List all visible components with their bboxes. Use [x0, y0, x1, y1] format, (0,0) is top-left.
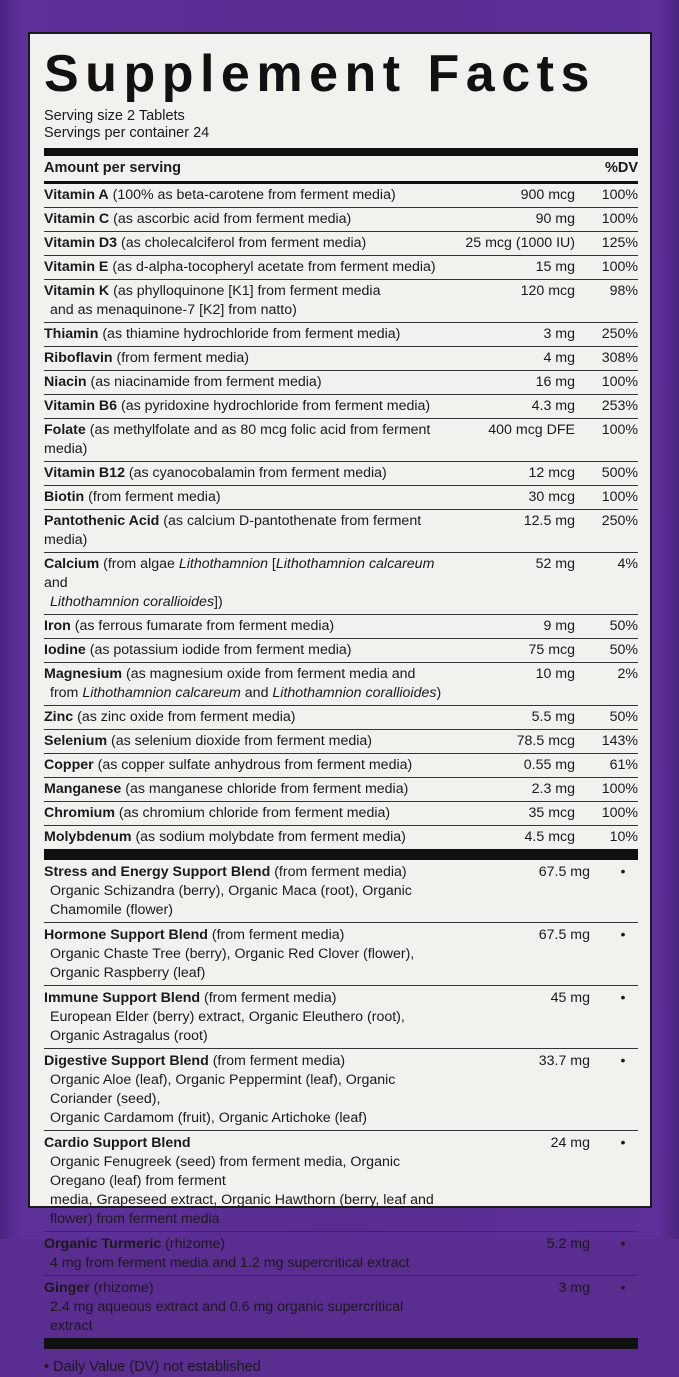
description-line — [44, 828, 443, 847]
blend-amount: 67.5 mg — [538, 864, 590, 880]
description-line — [44, 282, 443, 301]
footnote: • Daily Value (DV) not established — [44, 1359, 261, 1375]
nutrient-amount: 5.5 mg — [531, 709, 575, 725]
nutrient-amount: 0.55 mg — [523, 757, 575, 773]
nutrient-row — [44, 395, 638, 419]
nutrient-description — [44, 349, 443, 368]
nutrient-amount: 4.5 mcg — [524, 829, 575, 845]
description-line — [44, 464, 443, 483]
nutrient-name: Biotin — [44, 489, 85, 505]
nutrient-row — [44, 371, 638, 395]
nutrient-dv: 100% — [601, 187, 638, 203]
blend-description — [44, 863, 440, 920]
nutrient-name: Pantothenic Acid — [44, 513, 160, 529]
nutrient-dv: 100% — [601, 211, 638, 227]
nutrient-description — [44, 186, 443, 205]
nutrient-name: Magnesium — [44, 666, 123, 682]
nutrient-row — [44, 615, 638, 639]
description-line — [44, 1279, 440, 1298]
amount-per-serving-label: Amount per serving — [44, 160, 181, 176]
nutrient-source: (as thiamine hydrochloride from ferment media) — [98, 326, 401, 342]
nutrient-dv: 100% — [601, 781, 638, 797]
blend-description — [44, 926, 440, 983]
nutrient-source: (as ascorbic acid from ferment media) — [109, 211, 352, 227]
blend-row — [44, 923, 638, 986]
blend-source: (from ferment media) — [200, 990, 337, 1006]
nutrient-amount: 120 mcg — [520, 283, 575, 299]
nutrient-row — [44, 280, 638, 323]
supplement-facts-panel — [28, 32, 652, 1375]
serving-size: Serving size 2 Tablets — [44, 108, 185, 124]
nutrient-row — [44, 323, 638, 347]
panel-title: Supplement Facts — [44, 45, 596, 103]
nutrient-source: (as ferrous fumarate from ferment media) — [70, 618, 335, 634]
description-line — [44, 555, 443, 593]
description-line — [44, 1052, 440, 1071]
description-line — [44, 756, 443, 775]
nutrient-name: Iodine — [44, 642, 86, 658]
blend-dv: • — [620, 927, 626, 943]
blend-name: Ginger — [44, 1280, 90, 1296]
nutrient-row — [44, 778, 638, 802]
nutrient-source: (as copper sulfate anhydrous from ferment media) — [93, 757, 413, 773]
blend-name: Hormone Support Blend — [44, 927, 208, 943]
description-line — [44, 863, 440, 882]
nutrient-description — [44, 512, 443, 550]
blend-list — [44, 860, 638, 1338]
nutrient-name: Manganese — [44, 781, 122, 797]
nutrient-amount: 12 mcg — [528, 465, 575, 481]
nutrient-source: (as niacinamide from ferment media) — [86, 374, 322, 390]
blend-name: Organic Turmeric — [44, 1236, 162, 1252]
nutrient-description — [44, 234, 443, 253]
nutrient-row — [44, 663, 638, 706]
nutrient-name: Vitamin A — [44, 187, 109, 203]
nutrient-dv: 100% — [601, 422, 638, 438]
description-line — [44, 1235, 440, 1254]
blend-row — [44, 1131, 638, 1232]
blend-amount: 45 mg — [550, 990, 590, 1006]
nutrient-name: Chromium — [44, 805, 115, 821]
nutrient-source: (100% as beta-carotene from ferment media) — [108, 187, 396, 203]
description-line — [44, 512, 443, 550]
description-line — [44, 186, 443, 205]
blend-ingredients: Organic Fenugreek (seed) from ferment media, Organic Oregano (leaf) from ferment — [50, 1154, 401, 1189]
nutrient-amount: 9 mg — [543, 618, 575, 634]
blend-ingredients: media, Grapeseed extract, Organic Hawthorn (berry, leaf and flower) from ferment media — [50, 1192, 434, 1227]
amount-header — [44, 156, 638, 181]
description-line — [44, 684, 443, 703]
blend-amount: 67.5 mg — [538, 927, 590, 943]
nutrient-name: Molybdenum — [44, 829, 132, 845]
description-line — [44, 989, 440, 1008]
nutrient-dv: 4% — [617, 556, 638, 572]
description-line — [44, 732, 443, 751]
italic-text: Lithothamnion corallioides — [50, 594, 215, 610]
nutrient-source: [ — [267, 556, 276, 572]
blend-ingredients: European Elder (berry) extract, Organic Eleuthero (root), Organic Astragalus (root) — [50, 1009, 405, 1044]
italic-text: Lithothamnion — [178, 556, 268, 572]
nutrient-row — [44, 486, 638, 510]
nutrient-row — [44, 347, 638, 371]
nutrient-amount: 3 mg — [543, 326, 575, 342]
nutrient-row — [44, 754, 638, 778]
blend-dv: • — [620, 1053, 626, 1069]
nutrient-row — [44, 826, 638, 849]
nutrient-dv: 100% — [601, 489, 638, 505]
nutrient-source: (as phylloquinone [K1] from ferment media — [109, 283, 381, 299]
nutrient-description — [44, 258, 443, 277]
nutrient-source: (as selenium dioxide from ferment media) — [107, 733, 373, 749]
nutrient-amount: 15 mg — [535, 259, 575, 275]
blend-dv: • — [620, 1135, 626, 1151]
nutrient-row — [44, 730, 638, 754]
nutrient-name: Calcium — [44, 556, 100, 572]
description-line — [44, 397, 443, 416]
nutrient-name: Copper — [44, 757, 94, 773]
nutrient-dv: 100% — [601, 374, 638, 390]
nutrient-dv: 250% — [601, 513, 638, 529]
nutrient-dv: 50% — [609, 709, 638, 725]
nutrient-amount: 4.3 mg — [531, 398, 575, 414]
nutrient-amount: 2.3 mg — [531, 781, 575, 797]
nutrient-dv: 10% — [609, 829, 638, 845]
nutrient-name: Vitamin C — [44, 211, 110, 227]
nutrient-amount: 10 mg — [535, 666, 575, 682]
blend-amount: 33.7 mg — [538, 1053, 590, 1069]
nutrient-amount: 4 mg — [543, 350, 575, 366]
nutrient-source: (as cyanocobalamin from ferment media) — [124, 465, 387, 481]
nutrient-source: (as magnesium oxide from ferment media and — [122, 666, 416, 682]
nutrient-dv: 100% — [601, 805, 638, 821]
blend-ingredients: Organic Schizandra (berry), Organic Maca (root), Organic Chamomile (flower) — [50, 883, 412, 918]
nutrient-amount: 12.5 mg — [523, 513, 575, 529]
nutrient-name: Riboflavin — [44, 350, 113, 366]
nutrient-dv: 253% — [601, 398, 638, 414]
blend-dv: • — [620, 1236, 626, 1252]
nutrient-amount: 25 mcg (1000 IU) — [465, 235, 575, 251]
nutrient-row — [44, 639, 638, 663]
nutrient-name: Vitamin K — [44, 283, 110, 299]
description-line — [44, 488, 443, 507]
nutrient-name: Vitamin B12 — [44, 465, 125, 481]
nutrient-source: and — [240, 685, 273, 701]
description-line — [44, 641, 443, 660]
thick-divider — [44, 1338, 638, 1349]
nutrient-row — [44, 256, 638, 280]
blend-description — [44, 989, 440, 1046]
description-line — [44, 665, 443, 684]
nutrient-source: (as pyridoxine hydrochloride from ferment media) — [117, 398, 431, 414]
nutrient-source: from — [50, 685, 83, 701]
nutrient-source: (as d-alpha-tocopheryl acetate from ferment media) — [108, 259, 436, 275]
nutrient-row — [44, 510, 638, 553]
nutrient-description — [44, 756, 443, 775]
nutrient-description — [44, 780, 443, 799]
nutrient-name: Vitamin B6 — [44, 398, 118, 414]
nutrient-source: (as potassium iodide from ferment media) — [85, 642, 352, 658]
nutrient-source: (from ferment media) — [112, 350, 249, 366]
nutrient-amount: 75 mcg — [528, 642, 575, 658]
nutrient-source: (as manganese chloride from ferment media) — [121, 781, 409, 797]
blend-ingredients: 2.4 mg aqueous extract and 0.6 mg organic supercritical extract — [50, 1299, 404, 1334]
description-line — [44, 349, 443, 368]
nutrient-row — [44, 184, 638, 208]
nutrient-dv: 500% — [601, 465, 638, 481]
nutrient-dv: 2% — [617, 666, 638, 682]
nutrient-dv: 50% — [609, 618, 638, 634]
blend-source: (rhizome) — [161, 1236, 226, 1252]
nutrient-dv: 250% — [601, 326, 638, 342]
nutrient-source: and as menaquinone-7 [K2] from natto) — [50, 302, 297, 318]
description-line — [44, 421, 443, 459]
nutrient-description — [44, 282, 443, 320]
description-line — [44, 1134, 440, 1153]
blend-row — [44, 986, 638, 1049]
nutrient-description — [44, 708, 443, 727]
nutrient-row — [44, 232, 638, 256]
nutrient-amount: 900 mcg — [520, 187, 575, 203]
blend-description — [44, 1235, 440, 1273]
nutrient-amount: 78.5 mcg — [516, 733, 575, 749]
nutrient-dv: 61% — [609, 757, 638, 773]
nutrient-row — [44, 419, 638, 462]
blend-source: (from ferment media) — [208, 1053, 346, 1069]
blend-description — [44, 1134, 440, 1229]
nutrient-amount: 52 mg — [535, 556, 575, 572]
description-line — [44, 301, 443, 320]
nutrient-source: ]) — [214, 594, 223, 610]
italic-text: Lithothamnion corallioides — [272, 685, 437, 701]
blend-ingredients: Organic Aloe (leaf), Organic Peppermint (leaf), Organic Coriander (seed), — [50, 1072, 396, 1107]
nutrient-row — [44, 462, 638, 486]
nutrient-dv: 125% — [601, 235, 638, 251]
blend-dv: • — [620, 990, 626, 1006]
blend-row — [44, 860, 638, 923]
blend-row — [44, 1049, 638, 1131]
nutrient-dv: 143% — [601, 733, 638, 749]
description-line — [44, 617, 443, 636]
nutrient-name: Folate — [44, 422, 86, 438]
blend-description — [44, 1052, 440, 1128]
blend-row — [44, 1276, 638, 1338]
nutrient-description — [44, 617, 443, 636]
nutrient-row — [44, 706, 638, 730]
nutrient-dv: 50% — [609, 642, 638, 658]
blend-dv: • — [620, 864, 626, 880]
facts-content — [44, 34, 638, 1377]
thick-divider — [44, 849, 638, 860]
nutrient-amount: 400 mcg DFE — [488, 422, 575, 438]
dv-label: %DV — [604, 160, 638, 176]
description-line — [44, 210, 443, 229]
description-line — [44, 804, 443, 823]
description-line — [44, 708, 443, 727]
italic-text: Lithothamnion calcareum — [82, 685, 241, 701]
blend-name: Digestive Support Blend — [44, 1053, 209, 1069]
thick-divider — [44, 148, 638, 156]
description-line — [44, 325, 443, 344]
blend-name: Stress and Energy Support Blend — [44, 864, 271, 880]
nutrient-amount: 35 mcg — [528, 805, 575, 821]
nutrient-source: (as chromium chloride from ferment media) — [114, 805, 391, 821]
nutrient-amount: 16 mg — [535, 374, 575, 390]
blend-amount: 5.2 mg — [546, 1236, 590, 1252]
nutrient-source: and — [44, 575, 68, 591]
nutrient-description — [44, 732, 443, 751]
nutrient-description — [44, 373, 443, 392]
nutrient-dv: 100% — [601, 259, 638, 275]
nutrient-dv: 98% — [609, 283, 638, 299]
nutrient-description — [44, 804, 443, 823]
nutrient-description — [44, 210, 443, 229]
blend-amount: 24 mg — [550, 1135, 590, 1151]
nutrient-source: (as calcium D-pantothenate from ferment media) — [44, 513, 422, 548]
description-line — [44, 593, 443, 612]
blend-name: Immune Support Blend — [44, 990, 201, 1006]
nutrient-description — [44, 665, 443, 703]
nutrient-source: (as sodium molybdate from ferment media) — [131, 829, 406, 845]
nutrient-row — [44, 208, 638, 232]
nutrient-source: (as cholecalciferol from ferment media) — [117, 235, 367, 251]
nutrient-name: Iron — [44, 618, 71, 634]
nutrient-description — [44, 464, 443, 483]
nutrient-amount: 30 mcg — [528, 489, 575, 505]
blend-ingredients: 4 mg from ferment media and 1.2 mg supercritical extract — [50, 1255, 410, 1271]
description-line — [44, 234, 443, 253]
blend-amount: 3 mg — [558, 1280, 590, 1296]
blend-source: (rhizome) — [89, 1280, 154, 1296]
blend-dv: • — [620, 1280, 626, 1296]
nutrient-description — [44, 488, 443, 507]
nutrient-name: Selenium — [44, 733, 108, 749]
nutrient-name: Vitamin E — [44, 259, 109, 275]
description-line — [44, 926, 440, 945]
blend-source: (from ferment media) — [207, 927, 345, 943]
nutrient-source: (from algae — [99, 556, 179, 572]
nutrient-description — [44, 641, 443, 660]
blend-source: (from ferment media) — [270, 864, 407, 880]
nutrient-row — [44, 802, 638, 826]
nutrient-dv: 308% — [601, 350, 638, 366]
nutrient-amount: 90 mg — [535, 211, 575, 227]
nutrient-list — [44, 184, 638, 849]
nutrient-description — [44, 325, 443, 344]
nutrient-row — [44, 553, 638, 615]
nutrient-description — [44, 421, 443, 459]
nutrient-source: ) — [436, 685, 442, 701]
description-line — [44, 258, 443, 277]
nutrient-source: (as zinc oxide from ferment media) — [73, 709, 296, 725]
italic-text: Lithothamnion calcareum — [275, 556, 435, 572]
nutrient-description — [44, 555, 443, 612]
nutrient-name: Niacin — [44, 374, 87, 390]
description-line — [44, 373, 443, 392]
nutrient-source: (as methylfolate and as 80 mcg folic acid from ferment media) — [44, 422, 431, 457]
nutrient-name: Thiamin — [44, 326, 99, 342]
nutrient-description — [44, 828, 443, 847]
servings-per-container: Servings per container 24 — [44, 125, 210, 141]
nutrient-name: Vitamin D3 — [44, 235, 118, 251]
blend-ingredients: Organic Chaste Tree (berry), Organic Red Clover (flower), Organic Raspberry (leaf) — [50, 946, 415, 981]
nutrient-name: Zinc — [44, 709, 74, 725]
nutrient-source: (from ferment media) — [84, 489, 221, 505]
blend-description — [44, 1279, 440, 1336]
nutrient-description — [44, 397, 443, 416]
description-line — [44, 780, 443, 799]
blend-ingredients: Organic Cardamom (fruit), Organic Artichoke (leaf) — [50, 1110, 367, 1126]
blend-name: Cardio Support Blend — [44, 1135, 191, 1151]
